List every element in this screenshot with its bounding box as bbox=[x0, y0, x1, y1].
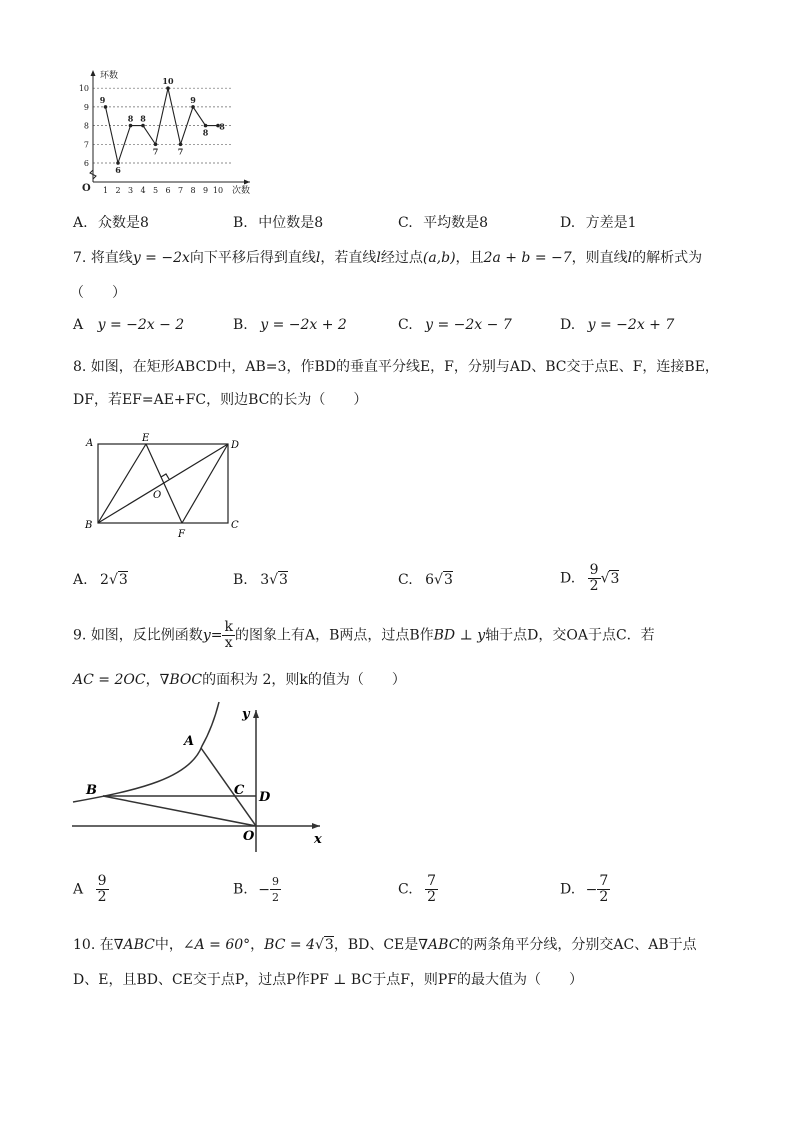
q9-label-x: x bbox=[314, 832, 322, 847]
q6-option-a-letter: A. bbox=[73, 215, 88, 231]
q7-equation-1: y = −2x bbox=[132, 250, 190, 266]
q9-text-4: ， bbox=[145, 672, 160, 688]
q9-k-over-x bbox=[222, 620, 234, 651]
q7-text-1: 将直线 bbox=[90, 250, 133, 266]
chart-y-tick-label: 8 bbox=[83, 121, 89, 131]
q7-option-c[interactable] bbox=[398, 317, 512, 333]
q8-option-c-radicand: 3 bbox=[443, 572, 453, 588]
q9-label-c: C bbox=[234, 783, 245, 798]
chart-x-tick-label: 9 bbox=[202, 186, 209, 195]
q6-option-c-letter: C. bbox=[398, 215, 413, 231]
q8-label-c: C bbox=[231, 520, 239, 531]
q7-option-d-letter: D. bbox=[560, 317, 576, 333]
q9-text-2: 的图象上有A，B两点，过点B作 bbox=[234, 627, 434, 644]
q6-option-b[interactable] bbox=[233, 212, 323, 232]
q10-text-e: 的两条角平分线，分别交AC、AB于点 bbox=[459, 937, 697, 953]
q7-option-b[interactable] bbox=[233, 317, 347, 333]
q7-option-d[interactable] bbox=[560, 317, 674, 333]
chart-data-point bbox=[191, 105, 195, 109]
q8-option-d-numerator: 9 bbox=[589, 562, 599, 578]
q7-text-2: 向下平移后得到直线 bbox=[189, 250, 316, 266]
q8-option-d-letter: D. bbox=[560, 570, 576, 587]
q9-text-3: 轴于点D，交OA于点C．若 bbox=[485, 627, 655, 644]
q8-question-line-2: DF，若EF=AE+FC，则边BC的长为（ ） bbox=[73, 392, 368, 408]
q7-option-b-text: y = −2x + 2 bbox=[260, 317, 347, 333]
chart-origin-label: O bbox=[82, 183, 91, 194]
q9-option-d[interactable] bbox=[560, 874, 610, 905]
chart-x-axis-label: 次数 bbox=[232, 186, 251, 196]
q7-text-6: ，则直线 bbox=[571, 250, 628, 266]
q9-segment-oa bbox=[201, 748, 256, 826]
q8-option-c-value: 6√3 bbox=[425, 572, 453, 588]
q10-triangle-2: ∇ABC bbox=[418, 937, 460, 953]
q8-segment-ef bbox=[146, 444, 182, 523]
q7-number: 7. bbox=[73, 250, 87, 266]
q9-option-c-numerator: 7 bbox=[427, 873, 437, 889]
q9-k: k bbox=[224, 619, 233, 635]
q8-option-d-fraction bbox=[588, 563, 601, 594]
chart-x-axis-arrow bbox=[244, 180, 250, 185]
q7-text-4: 经过点 bbox=[380, 250, 423, 266]
q6-option-d[interactable] bbox=[560, 212, 637, 232]
q7-line-l: l bbox=[315, 250, 321, 266]
q9-option-b-letter: B. bbox=[233, 881, 248, 898]
q9-x-arrow bbox=[312, 823, 320, 829]
chart-data-label: 7 bbox=[177, 146, 184, 157]
q9-option-c-denominator: 2 bbox=[427, 889, 437, 905]
chart-data-point bbox=[129, 124, 133, 128]
chart-data-point bbox=[104, 105, 108, 109]
chart-x-tick-label: 3 bbox=[127, 186, 134, 195]
q8-label-a: A bbox=[86, 438, 94, 449]
q9-option-d-fraction bbox=[597, 874, 610, 905]
chart-y-axis-label: 环数 bbox=[100, 71, 119, 81]
q9-x: x bbox=[224, 635, 233, 651]
q6-option-c-text: 平均数是8 bbox=[423, 215, 489, 231]
q8-label-e: E bbox=[142, 433, 150, 444]
q8-option-d[interactable] bbox=[560, 563, 619, 594]
q9-option-c-letter: C. bbox=[398, 881, 413, 898]
q10-triangle: ∇ABC bbox=[113, 937, 155, 953]
q7-option-a-text: y = −2x − 2 bbox=[97, 317, 185, 333]
chart-y-axis-arrow bbox=[91, 70, 96, 76]
q10-text-c: ， bbox=[250, 937, 265, 953]
q6-option-a[interactable] bbox=[73, 212, 149, 232]
q9-option-a-denominator: 2 bbox=[97, 889, 107, 905]
q10-text-d: ，BD、CE是 bbox=[333, 937, 419, 953]
q6-option-c[interactable] bbox=[398, 212, 488, 232]
q8-option-b[interactable] bbox=[233, 572, 288, 588]
q6-option-d-letter: D. bbox=[560, 215, 576, 231]
q10-text-b: 中， bbox=[154, 937, 183, 953]
q8-option-a-radicand: 3 bbox=[118, 572, 128, 588]
q8-rectangle-figure bbox=[80, 430, 250, 542]
q10-bc: BC = 4 bbox=[264, 937, 315, 953]
chart-x-tick-label: 5 bbox=[152, 186, 159, 195]
q9-option-b-sign: − bbox=[258, 881, 270, 898]
chart-data-label: 6 bbox=[115, 165, 121, 175]
q9-option-b-numerator: 9 bbox=[271, 875, 279, 888]
q8-label-f: F bbox=[178, 529, 185, 540]
q9-y: y bbox=[202, 627, 211, 644]
q7-option-c-letter: C. bbox=[398, 317, 413, 333]
q9-label-o: O bbox=[243, 829, 255, 844]
q7-answer-paren: （ ） bbox=[70, 285, 126, 301]
q8-question-line-1: 8. 如图，在矩形ABCD中，AB=3，作BD的垂直平分线E，F，分别与AD、BC交于点E、F，连接BE， bbox=[73, 359, 719, 375]
q9-question-line-2 bbox=[73, 670, 406, 690]
q7-question-text bbox=[73, 248, 702, 268]
q6-option-b-letter: B. bbox=[233, 215, 248, 231]
q9-option-c[interactable] bbox=[398, 874, 438, 905]
q8-option-c[interactable] bbox=[398, 572, 453, 588]
q8-option-a-value: 2√3 bbox=[100, 572, 128, 588]
q7-option-a[interactable] bbox=[73, 317, 184, 333]
q9-condition: AC = 2OC bbox=[73, 672, 146, 688]
q9-label-d: D bbox=[259, 790, 271, 805]
q9-option-d-denominator: 2 bbox=[599, 889, 609, 905]
q7-equation-2: 2a + b = −7 bbox=[483, 250, 572, 266]
chart-x-tick-label: 2 bbox=[115, 186, 121, 195]
chart-data-label: 9 bbox=[190, 94, 196, 105]
q9-label-y: y bbox=[242, 707, 250, 722]
q9-option-a-letter: A bbox=[73, 881, 84, 898]
q7-option-d-text: y = −2x + 7 bbox=[587, 317, 675, 333]
q8-label-b: B bbox=[85, 520, 93, 531]
q8-option-a-letter: A. bbox=[73, 572, 88, 588]
q6-option-d-text: 方差是1 bbox=[585, 215, 637, 231]
chart-x-tick-label: 7 bbox=[177, 186, 184, 195]
q8-option-d-radicand: 3 bbox=[610, 570, 620, 587]
q7-line-l-2: l bbox=[376, 250, 381, 266]
q8-diagonal-bd bbox=[98, 444, 228, 523]
q9-option-b[interactable] bbox=[233, 874, 281, 905]
q8-option-b-coef: 3 bbox=[260, 572, 270, 588]
chart-y-tick-label: 10 bbox=[78, 84, 89, 94]
q8-segment-fd bbox=[182, 444, 228, 523]
q9-option-d-numerator: 7 bbox=[599, 873, 609, 889]
q8-label-d: D bbox=[231, 440, 240, 451]
q7-text-3: ，若直线 bbox=[320, 250, 377, 266]
q7-option-b-letter: B. bbox=[233, 317, 248, 333]
q8-option-d-denominator: 2 bbox=[589, 578, 599, 594]
q8-option-b-radicand: 3 bbox=[279, 572, 288, 588]
chart-data-label: 10 bbox=[162, 76, 174, 87]
q10-bc-radicand: 3 bbox=[324, 937, 334, 953]
q7-text-7: 的解析式为 bbox=[632, 250, 703, 266]
q8-option-a[interactable] bbox=[73, 572, 128, 588]
q9-option-a-fraction bbox=[96, 874, 109, 905]
q8-option-b-letter: B. bbox=[233, 572, 248, 588]
chart-data-label: 7 bbox=[152, 146, 159, 157]
chart-data-point bbox=[166, 86, 170, 90]
q6-option-a-text: 众数是8 bbox=[98, 215, 149, 231]
q9-segment-bo bbox=[103, 796, 256, 826]
q9-option-a-numerator: 9 bbox=[97, 873, 107, 889]
q9-label-a: A bbox=[184, 734, 195, 749]
q9-triangle: ∇BOC bbox=[159, 672, 203, 688]
q9-perpendicular: BD ⊥ y bbox=[433, 627, 486, 644]
chart-axes bbox=[79, 70, 250, 195]
chart-x-tick-label: 10 bbox=[212, 186, 224, 195]
chart-data-label: 8 bbox=[127, 113, 134, 124]
q9-function-graph bbox=[70, 700, 340, 860]
chart-y-tick-label: 7 bbox=[83, 140, 89, 150]
q8-option-b-value: 3√3 bbox=[260, 572, 288, 588]
q9-option-c-fraction bbox=[425, 874, 438, 905]
q9-number: 9. bbox=[73, 627, 87, 644]
q7-option-c-text: y = −2x − 7 bbox=[425, 317, 512, 333]
q8-option-a-coef: 2 bbox=[100, 572, 109, 588]
chart-y-tick-label: 9 bbox=[83, 102, 89, 112]
q7-point: (a,b) bbox=[422, 250, 456, 266]
chart-x-tick-label: 1 bbox=[102, 186, 109, 195]
q9-text-1: 如图，反比例函数 bbox=[90, 627, 203, 644]
q10-question-line-2: D、E，且BD、CE交于点P，过点P作PF ⊥ BC于点F，则PF的最大值为（ ） bbox=[73, 972, 584, 988]
q7-option-a-letter: A bbox=[73, 317, 84, 333]
q7-text-5: ，且 bbox=[455, 250, 484, 266]
q9-option-d-sign: − bbox=[585, 881, 598, 898]
q9-text-5: 的面积为 2，则k的值为（ ） bbox=[202, 672, 406, 688]
q7-line-l-3: l bbox=[627, 250, 633, 266]
chart-data-point bbox=[141, 124, 145, 128]
q9-option-b-denominator: 2 bbox=[271, 891, 279, 904]
q10-angle: ∠A = 60° bbox=[182, 937, 251, 953]
score-line-chart bbox=[70, 64, 270, 198]
q10-question-line-1: 10. 在∇ABC中，∠A = 60°，BC = 4√3，BD、CE是∇ABC的两条角平分线，分别交AC、AB于点 bbox=[73, 937, 697, 953]
chart-data-label: 8 bbox=[140, 113, 146, 124]
q9-label-b: B bbox=[86, 783, 97, 798]
chart-data-label: 9 bbox=[99, 94, 106, 105]
chart-y-tick-label: 6 bbox=[83, 159, 89, 168]
q8-segment-be bbox=[98, 444, 146, 523]
q8-option-c-coef: 6 bbox=[425, 572, 435, 588]
q8-option-d-root: √3 bbox=[600, 570, 620, 587]
q8-option-c-letter: C. bbox=[398, 572, 413, 588]
chart-x-tick-label: 8 bbox=[190, 186, 196, 195]
q9-option-b-fraction bbox=[270, 874, 281, 905]
chart-data-label: 8 bbox=[202, 127, 209, 138]
q8-label-o: O bbox=[153, 490, 162, 501]
q9-y-arrow bbox=[253, 710, 259, 718]
q9-equals: = bbox=[210, 627, 223, 644]
chart-data-label: 8 bbox=[219, 121, 225, 132]
chart-x-tick-label: 4 bbox=[140, 186, 146, 195]
q10-text-a: 10. 在 bbox=[73, 937, 114, 953]
q9-option-d-letter: D. bbox=[560, 881, 576, 898]
q6-option-b-text: 中位数是8 bbox=[258, 215, 324, 231]
q9-option-a[interactable] bbox=[73, 874, 109, 905]
chart-x-tick-label: 6 bbox=[165, 186, 171, 195]
q9-question-line-1 bbox=[73, 620, 655, 650]
